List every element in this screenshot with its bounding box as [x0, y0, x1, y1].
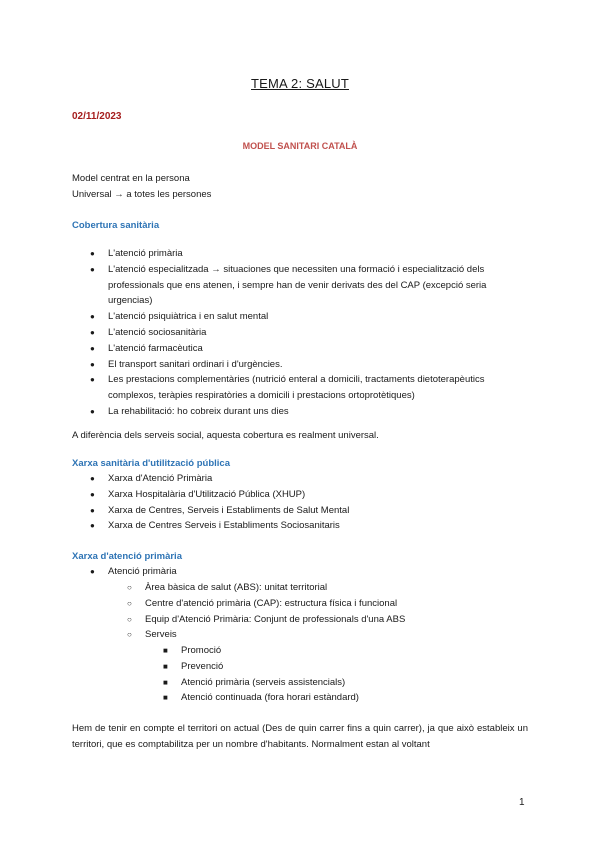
- square-bullet-icon: ■: [163, 693, 168, 703]
- square-bullet-icon: ■: [163, 646, 168, 655]
- cobertura-heading: Cobertura sanitària: [72, 220, 160, 231]
- bullet-icon: ●: [90, 343, 95, 353]
- list-item: ○ Equip d'Atenció Primària: Conjunt de professionals d'una ABS: [127, 612, 527, 628]
- list-item: ● La rehabilitació: ho cobreix durant uns dies: [90, 404, 530, 420]
- atencio-primaria-sublist: [127, 580, 527, 643]
- list-item: ● Xarxa de Centres, Serveis i Establiments de Salut Mental: [90, 503, 530, 519]
- bullet-icon: ●: [90, 567, 95, 576]
- diferencia-paragraph: A diferència dels serveis social, aquesta cobertura es realment universal.: [72, 430, 379, 441]
- circle-bullet-icon: ○: [127, 630, 132, 640]
- intro-line: Model centrat en la persona: [72, 173, 190, 184]
- list-item: ■ Atenció continuada (fora horari estàndard): [163, 690, 523, 706]
- list-item: ● L'atenció farmacèutica: [90, 341, 530, 357]
- xarxa-publica-list: [90, 471, 530, 534]
- list-item: ■ Atenció primària (serveis assistencials): [163, 675, 523, 691]
- page-title: TEMA 2: SALUT: [251, 76, 349, 91]
- bullet-icon: ●: [90, 312, 95, 322]
- circle-bullet-icon: ○: [127, 598, 132, 608]
- list-item: ○ Serveis: [127, 627, 527, 643]
- square-bullet-icon: ■: [163, 661, 168, 671]
- list-item: ● L'atenció sociosanitària: [90, 325, 530, 341]
- intro-line: Universal → a totes les persones: [72, 189, 212, 200]
- bullet-icon: ●: [90, 375, 95, 385]
- list-item: ● Xarxa de Centres Serveis i Establiments Sociosanitaris: [90, 518, 530, 534]
- list-item: ■ Prevenció: [163, 659, 523, 675]
- circle-bullet-icon: ○: [127, 583, 132, 592]
- xarxa-publica-heading: Xarxa sanitària d'utilització pública: [72, 458, 231, 469]
- section-subtitle: MODEL SANITARI CATALÀ: [242, 141, 358, 151]
- bullet-icon: ●: [90, 406, 95, 416]
- list-item: ● Xarxa d'Atenció Primària: [90, 471, 530, 487]
- list-item: ● Atenció primària: [90, 564, 530, 580]
- circle-bullet-icon: ○: [127, 614, 132, 624]
- bullet-icon: ●: [90, 521, 95, 531]
- bullet-icon: ●: [90, 249, 95, 258]
- list-item: ○ Àrea bàsica de salut (ABS): unitat territorial: [127, 580, 527, 596]
- page-number: 1: [519, 797, 525, 808]
- list-item: ● L'atenció especialitzada → situaciones que necessiten una formació i especialització dels professionals que ens atenen, i sempre han de venir derivats des del CAP (excepció seria urgencias): [90, 263, 487, 307]
- date-label: 02/11/2023: [72, 111, 122, 122]
- list-item: ● Xarxa Hospitalària d'Utilització Pública (XHUP): [90, 487, 530, 503]
- list-item: ● El transport sanitari ordinari i d'urgències.: [90, 357, 530, 373]
- closing-paragraph: Hem de tenir en compte el territori on actual (Des de quin carrer fins a quin carrer), ja que això estableix un territori, que es comptabilitza per un nombre d'habitants. Normalment estan al voltant: [72, 723, 528, 750]
- bullet-icon: ●: [90, 489, 95, 499]
- cobertura-list: [90, 246, 530, 420]
- square-bullet-icon: ■: [163, 677, 168, 687]
- xarxa-primaria-list: [90, 564, 530, 580]
- bullet-icon: ●: [90, 505, 95, 515]
- list-item: ○ Centre d'atenció primària (CAP): estructura física i funcional: [127, 596, 527, 612]
- xarxa-primaria-heading: Xarxa d'atenció primària: [72, 551, 182, 562]
- bullet-icon: ●: [90, 359, 95, 369]
- bullet-icon: ●: [90, 327, 95, 337]
- list-item: ● L'atenció psiquiàtrica i en salut mental: [90, 309, 530, 325]
- serveis-sublist: [163, 643, 523, 706]
- bullet-icon: ●: [90, 264, 95, 274]
- bullet-icon: ●: [90, 474, 95, 483]
- intro-paragraph: [72, 171, 211, 203]
- list-item: ● L'atenció primària: [90, 246, 530, 262]
- list-item: ● Les prestacions complementàries (nutrició enteral a domicili, tractaments dietoterapèutics complexos, teràpies respiratòries a domicili i prestacions ortoprotètiques): [90, 374, 485, 402]
- list-item: ■ Promoció: [163, 643, 523, 659]
